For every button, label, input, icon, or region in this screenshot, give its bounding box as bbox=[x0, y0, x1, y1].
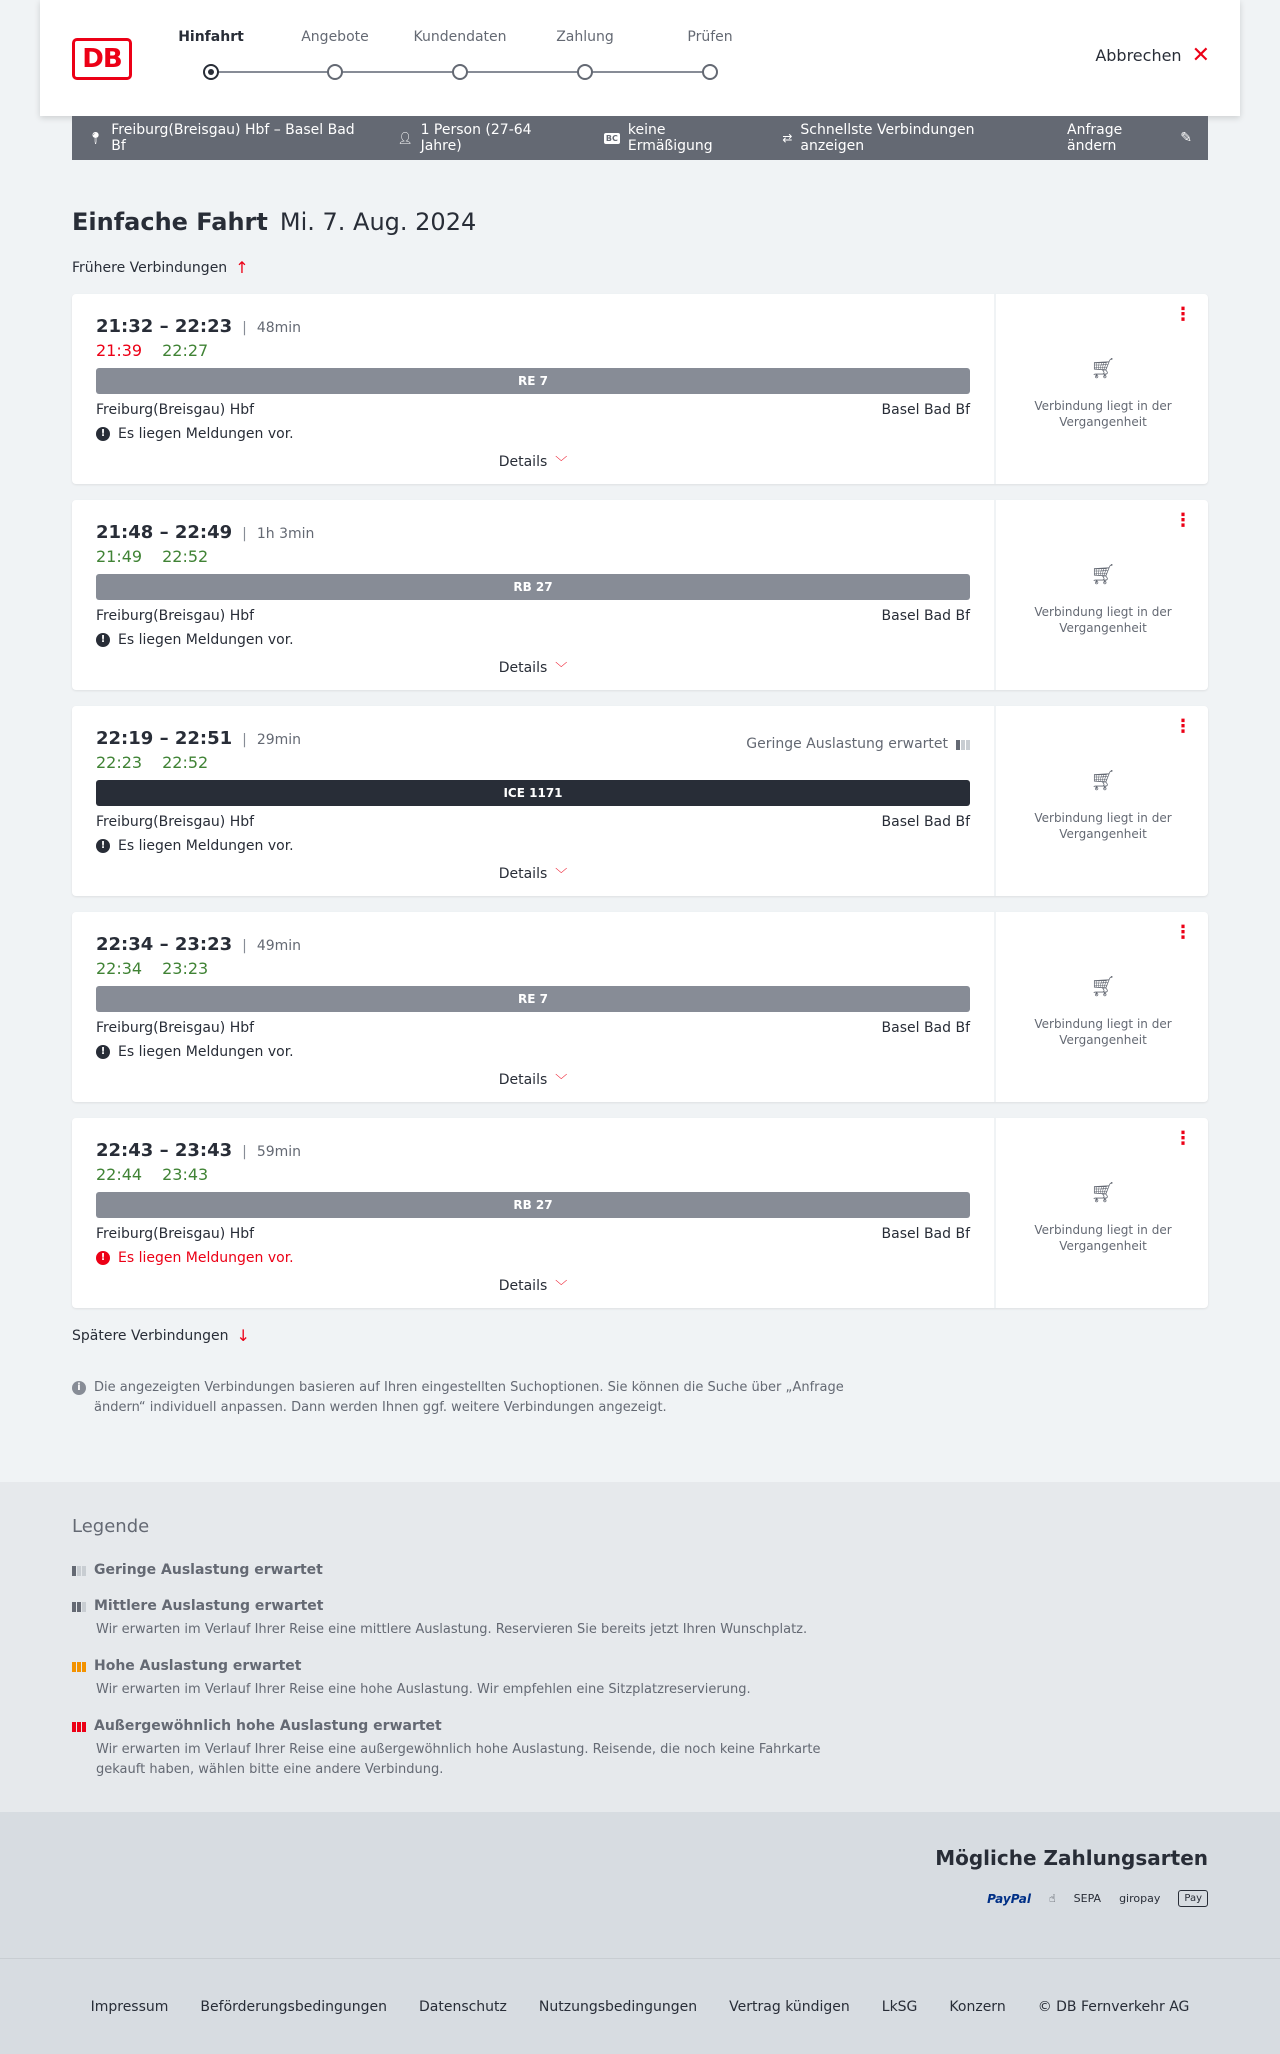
step-dot bbox=[327, 64, 343, 80]
footer-link-befoerderungsbedingungen[interactable]: Beförderungsbedingungen bbox=[200, 1998, 387, 2015]
payment-icons bbox=[987, 1890, 1208, 1907]
realtime-arrival: 23:23 bbox=[162, 959, 209, 978]
arrow-down-icon: ↓ bbox=[236, 1326, 250, 1345]
notice: ! Es liegen Meldungen vor. bbox=[96, 426, 970, 442]
legend-item-high: Hohe Auslastung erwartet Wir erwarten im Verlauf Ihrer Reise eine hohe Auslastung. Wir empfehlen eine Sitzplatzreservierung. bbox=[72, 1658, 852, 1700]
footer-link-konzern[interactable]: Konzern bbox=[949, 1998, 1006, 2015]
realtime-times bbox=[96, 753, 970, 772]
step-dot bbox=[203, 64, 219, 80]
close-icon: ✕ bbox=[1191, 42, 1210, 68]
progress-stepper bbox=[178, 29, 733, 90]
realtime-times bbox=[96, 547, 970, 566]
connection-card[interactable] bbox=[72, 706, 1208, 896]
later-connections-button[interactable]: Spätere Verbindungen ↓ bbox=[72, 1326, 250, 1345]
train-segment-bar[interactable]: RB 27 bbox=[96, 1192, 970, 1218]
realtime-arrival: 22:27 bbox=[162, 341, 209, 360]
payment-title: Mögliche Zahlungsarten bbox=[935, 1846, 1208, 1870]
duration: 49min bbox=[256, 938, 302, 954]
past-connection-text: Verbindung liegt in der Vergangenheit bbox=[1034, 811, 1172, 841]
more-options-icon[interactable]: ⋮ bbox=[1174, 1128, 1192, 1149]
cart-unavailable-icon: 🛒︎ bbox=[1090, 1180, 1116, 1204]
realtime-departure: 22:44 bbox=[96, 1165, 143, 1184]
alert-icon: ! bbox=[96, 633, 110, 647]
train-segment-bar[interactable]: RE 7 bbox=[96, 986, 970, 1012]
details-toggle[interactable]: Details ﹀ bbox=[498, 865, 568, 882]
arrival-station: Basel Bad Bf bbox=[881, 1020, 970, 1036]
departure-station: Freiburg(Breisgau) Hbf bbox=[96, 608, 255, 624]
connection-card[interactable] bbox=[72, 294, 1208, 484]
past-connection-text: Verbindung liegt in der Vergangenheit bbox=[1034, 399, 1172, 429]
cancel-button[interactable]: Abbrechen ✕ bbox=[1095, 42, 1210, 68]
connection-card[interactable] bbox=[72, 1118, 1208, 1308]
more-options-icon[interactable]: ⋮ bbox=[1174, 510, 1192, 531]
occupancy-high-icon bbox=[72, 1660, 86, 1672]
train-segment-bar[interactable]: RE 7 bbox=[96, 368, 970, 394]
realtime-departure: 22:23 bbox=[96, 753, 143, 772]
train-segment-bar[interactable]: ICE 1171 bbox=[96, 780, 970, 806]
info-note: i Die angezeigten Verbindungen basieren auf Ihren eingestellten Suchoptionen. Sie können die Suche über „Anfrage ändern“ individuell anpassen. Dann werden Ihnen ggf. weitere Verbindungen angezeigt. bbox=[72, 1378, 852, 1418]
connection-offer bbox=[994, 1118, 1208, 1308]
occupancy-medium-icon bbox=[72, 1600, 86, 1612]
arrival-station: Basel Bad Bf bbox=[881, 814, 970, 830]
footer-link-nutzungsbedingungen[interactable]: Nutzungsbedingungen bbox=[538, 1998, 698, 2015]
duration: 59min bbox=[256, 1144, 302, 1160]
chevron-down-icon: ﹀ bbox=[555, 1279, 568, 1293]
legend-item-medium: Mittlere Auslastung erwartet Wir erwarten im Verlauf Ihrer Reise eine mittlere Auslastung. Reservieren Sie bereits jetzt Ihren Wunschplatz. bbox=[72, 1598, 852, 1640]
db-logo[interactable]: DB bbox=[72, 38, 132, 80]
arrival-station: Basel Bad Bf bbox=[881, 608, 970, 624]
realtime-departure: 22:34 bbox=[96, 959, 143, 978]
stations bbox=[96, 814, 970, 830]
stations bbox=[96, 402, 970, 418]
departure-station: Freiburg(Breisgau) Hbf bbox=[96, 814, 255, 830]
alert-icon: ! bbox=[96, 1251, 110, 1265]
summary-mode: ⇄ Schnellste Verbindungen anzeigen bbox=[782, 122, 975, 154]
realtime-times bbox=[96, 959, 970, 978]
swap-arrows-icon: ⇄ bbox=[782, 131, 793, 145]
occupancy-exceptional-icon bbox=[72, 1720, 86, 1732]
step-kundendaten: Kundendaten bbox=[405, 30, 515, 80]
connection-times: 22:19 – 22:51 | 29min bbox=[96, 728, 302, 749]
earlier-connections-button[interactable]: Frühere Verbindungen ↑ bbox=[72, 258, 249, 277]
occupancy-indicator: Geringe Auslastung erwartet bbox=[746, 736, 970, 752]
realtime-departure: 21:49 bbox=[96, 547, 143, 566]
legend-item-low: Geringe Auslastung erwartet bbox=[72, 1562, 852, 1578]
footer-link-lksg[interactable]: LkSG bbox=[881, 1998, 918, 2015]
legend-section bbox=[0, 1482, 1280, 1812]
past-connection-text: Verbindung liegt in der Vergangenheit bbox=[1034, 1017, 1172, 1047]
connection-times: 21:32 – 22:23 | 48min bbox=[96, 316, 302, 337]
connection-card[interactable] bbox=[72, 500, 1208, 690]
card-contactless-icon: ☝︎ bbox=[1048, 1892, 1056, 1905]
step-pruefen: Prüfen bbox=[655, 30, 765, 80]
notice: ! Es liegen Meldungen vor. bbox=[96, 1044, 970, 1060]
cart-unavailable-icon: 🛒︎ bbox=[1090, 974, 1116, 998]
realtime-times bbox=[96, 1165, 970, 1184]
apple-pay-icon: Pay bbox=[1178, 1890, 1208, 1907]
details-toggle[interactable]: Details ﹀ bbox=[498, 1277, 568, 1294]
legend-title: Legende bbox=[72, 1516, 150, 1537]
chevron-down-icon: ﹀ bbox=[555, 661, 568, 675]
payment-section bbox=[0, 1812, 1280, 1958]
realtime-arrival: 22:52 bbox=[162, 547, 209, 566]
arrival-station: Basel Bad Bf bbox=[881, 1226, 970, 1242]
page-title: Einfache Fahrt Mi. 7. Aug. 2024 bbox=[72, 208, 477, 236]
duration: 1h 3min bbox=[256, 526, 315, 542]
chevron-down-icon: ﹀ bbox=[555, 455, 568, 469]
departure-station: Freiburg(Breisgau) Hbf bbox=[96, 402, 255, 418]
step-dot bbox=[702, 64, 718, 80]
cart-unavailable-icon: 🛒︎ bbox=[1090, 562, 1116, 586]
footer-link-datenschutz[interactable]: Datenschutz bbox=[418, 1998, 507, 2015]
stations bbox=[96, 608, 970, 624]
more-options-icon[interactable]: ⋮ bbox=[1174, 922, 1192, 943]
bahncard-icon: BC bbox=[605, 133, 618, 143]
realtime-arrival: 23:43 bbox=[162, 1165, 209, 1184]
stations bbox=[96, 1226, 970, 1242]
arrival-station: Basel Bad Bf bbox=[881, 402, 970, 418]
step-angebote: Angebote bbox=[280, 30, 390, 80]
realtime-departure: 21:39 bbox=[96, 341, 143, 360]
alert-icon: ! bbox=[96, 427, 110, 441]
sepa-icon: SEPA bbox=[1073, 1892, 1102, 1905]
footer-copyright: © DB Fernverkehr AG bbox=[1037, 1998, 1190, 2015]
occupancy-low-icon bbox=[72, 1564, 86, 1576]
summary-discount: BC keine Ermäßigung bbox=[605, 122, 713, 154]
cart-unavailable-icon: 🛒︎ bbox=[1090, 356, 1116, 380]
connection-card[interactable] bbox=[72, 912, 1208, 1102]
departure-station: Freiburg(Breisgau) Hbf bbox=[96, 1226, 255, 1242]
connection-times: 22:34 – 23:23 | 49min bbox=[96, 934, 302, 955]
duration: 48min bbox=[256, 320, 302, 336]
connection-times: 22:43 – 23:43 | 59min bbox=[96, 1140, 302, 1161]
chevron-down-icon: ﹀ bbox=[555, 867, 568, 881]
footer-link-vertrag-kuendigen[interactable]: Vertrag kündigen bbox=[729, 1998, 850, 2015]
cart-unavailable-icon: 🛒︎ bbox=[1090, 768, 1116, 792]
summary-route: 📍︎ Freiburg(Breisgau) Hbf – Basel Bad Bf bbox=[88, 122, 355, 154]
chevron-down-icon: ﹀ bbox=[555, 1073, 568, 1087]
realtime-arrival: 22:52 bbox=[162, 753, 209, 772]
details-toggle[interactable]: Details ﹀ bbox=[498, 453, 568, 470]
connection-offer bbox=[994, 500, 1208, 690]
legend-item-exceptional: Außergewöhnlich hohe Auslastung erwartet Wir erwarten im Verlauf Ihrer Reise eine außergewöhnlich hohe Auslastung. Reisende, die noch keine Fahrkarte gekauft haben, wählen bitte eine andere Verbindung. bbox=[72, 1718, 852, 1780]
connection-offer bbox=[994, 706, 1208, 896]
step-hinfahrt[interactable]: Hinfahrt bbox=[156, 30, 266, 80]
realtime-times bbox=[96, 341, 970, 360]
summary-passengers: 👤︎ 1 Person (27-64 Jahre) bbox=[397, 122, 532, 154]
past-connection-text: Verbindung liegt in der Vergangenheit bbox=[1034, 605, 1172, 635]
info-icon: i bbox=[72, 1381, 86, 1395]
step-dot bbox=[577, 64, 593, 80]
connection-times: 21:48 – 22:49 | 1h 3min bbox=[96, 522, 315, 543]
connection-offer bbox=[994, 294, 1208, 484]
footer bbox=[0, 1958, 1280, 2054]
giropay-icon: giropay bbox=[1119, 1892, 1161, 1905]
details-toggle[interactable]: Details ﹀ bbox=[498, 1071, 568, 1088]
duration: 29min bbox=[256, 732, 302, 748]
footer-link-impressum[interactable]: Impressum bbox=[90, 1998, 169, 2015]
location-pin-icon: 📍︎ bbox=[88, 131, 104, 145]
paypal-icon: PayPal bbox=[987, 1891, 1031, 1906]
change-request-button[interactable]: Anfrage ändern ✎ bbox=[1067, 122, 1192, 154]
arrow-up-icon: ↑ bbox=[235, 258, 249, 277]
details-toggle[interactable]: Details ﹀ bbox=[498, 659, 568, 676]
search-summary-bar bbox=[72, 116, 1208, 160]
pencil-icon: ✎ bbox=[1180, 130, 1192, 146]
past-connection-text: Verbindung liegt in der Vergangenheit bbox=[1034, 1223, 1172, 1253]
person-icon: 👤︎ bbox=[397, 131, 413, 145]
more-options-icon[interactable]: ⋮ bbox=[1174, 304, 1192, 325]
connection-offer bbox=[994, 912, 1208, 1102]
stations bbox=[96, 1020, 970, 1036]
alert-icon: ! bbox=[96, 1045, 110, 1059]
more-options-icon[interactable]: ⋮ bbox=[1174, 716, 1192, 737]
header bbox=[40, 0, 1240, 116]
alert-icon: ! bbox=[96, 839, 110, 853]
notice: ! Es liegen Meldungen vor. bbox=[96, 1250, 970, 1266]
step-zahlung: Zahlung bbox=[530, 30, 640, 80]
notice: ! Es liegen Meldungen vor. bbox=[96, 838, 970, 854]
step-dot bbox=[452, 64, 468, 80]
notice: ! Es liegen Meldungen vor. bbox=[96, 632, 970, 648]
train-segment-bar[interactable]: RB 27 bbox=[96, 574, 970, 600]
occupancy-low-icon bbox=[956, 738, 970, 750]
departure-station: Freiburg(Breisgau) Hbf bbox=[96, 1020, 255, 1036]
